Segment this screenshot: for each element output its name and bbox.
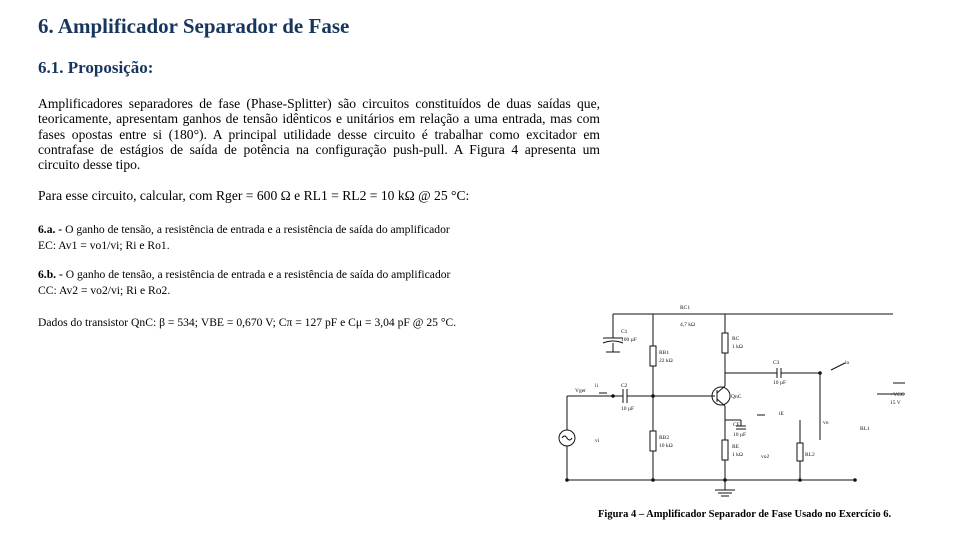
label-vo2: vo2 [761, 454, 770, 460]
label-cin-val: 10 µF [621, 406, 635, 412]
label-vo-top: vo [823, 420, 829, 426]
item-text: O ganho de tensão, a resistência de entrada e a resistência de saída do amplificador [65, 268, 451, 281]
label-vcc-val: 15 V [890, 400, 901, 406]
item-6a-sub: EC: Av1 = vo1/vi; Ri e Ro1. [38, 239, 170, 252]
figure-caption: Figura 4 – Amplificador Separador de Fase Usado no Exercício 6. [598, 509, 892, 520]
subsection-title: 6.1. Proposição: [38, 58, 154, 77]
label-q: QnC [731, 394, 742, 400]
label-rb2-val: 10 kΩ [659, 443, 673, 449]
label-ie: iE [779, 411, 784, 417]
label-co-val: 10 µF [773, 380, 787, 386]
label-ce: CE [733, 422, 741, 428]
intro-paragraph: Amplificadores separadores de fase (Phase-Splitter) são circuitos constituídos de duas saídas que, teoricamente, apresentam ganhos de tensão idênticos e unitários em relação a uma entrada, mas com fases opostas entre si (180°). A principal utilidade desse circuito é trabalhar como excitador em contrafase de estágios de saída de potência na configuração push-pull. A Figura 4 apresenta um circuito desse tipo. [38, 96, 600, 173]
section-title: 6. Amplificador Separador de Fase [38, 14, 350, 38]
label-ii: ii [595, 383, 599, 389]
item-6b-sub: CC: Av2 = vo2/vi; Ri e Ro2. [38, 284, 171, 297]
label-vger: Vger [575, 388, 586, 394]
label-re: RE [732, 444, 740, 450]
label-rc2: RC [732, 336, 740, 342]
transistor-data: Dados do transistor QnC: β = 534; VBE = 0,670 V; Cπ = 127 pF e Cμ = 3,04 pF @ 25 °C. [38, 316, 457, 329]
label-io: io [845, 360, 850, 366]
label-rb: RB1 [659, 350, 670, 356]
label-re-val: 1 kΩ [732, 452, 743, 458]
label-co: C3 [773, 360, 780, 366]
item-6a [38, 223, 450, 236]
label-rb2: RB2 [659, 435, 670, 441]
label-cin: C2 [621, 383, 628, 389]
label-c1: C1 [621, 329, 628, 335]
label-vcc: +VCC [890, 392, 905, 398]
label-rc: RC1 [680, 305, 691, 311]
label-rb-val: 22 kΩ [659, 358, 673, 364]
label-rc2-val: 1 kΩ [732, 344, 743, 350]
label-ce-val: 10 µF [733, 432, 747, 438]
item-text: O ganho de tensão, a resistência de entrada e a resistência de saída do amplificador [65, 223, 450, 236]
circuit-diagram [555, 298, 920, 504]
item-label: 6.b. - [38, 268, 63, 281]
item-6b [38, 268, 450, 281]
label-rl2: RL2 [805, 452, 815, 458]
label-rc-val: 4,7 kΩ [680, 322, 696, 328]
calc-instruction: Para esse circuito, calcular, com Rger = 600 Ω e RL1 = RL2 = 10 kΩ @ 25 °C: [38, 188, 470, 203]
label-vi: vi [595, 438, 600, 444]
label-rl: RL1 [860, 426, 870, 432]
item-label: 6.a. - [38, 223, 63, 236]
label-c1-val: 100 µF [621, 337, 637, 343]
